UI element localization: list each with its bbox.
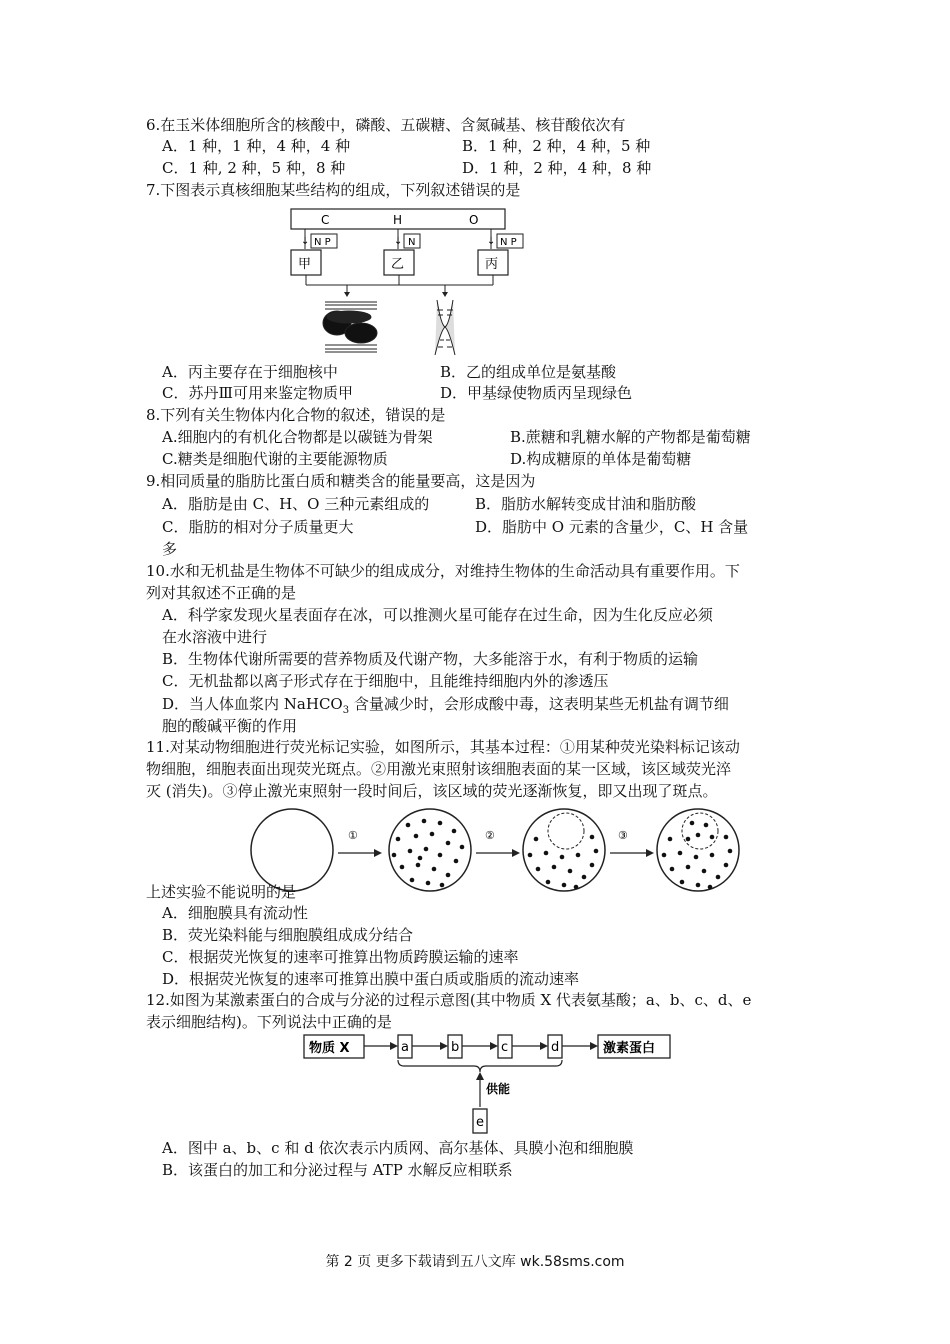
- q12-material-x: 物质 X: [309, 1041, 350, 1056]
- q6-option-c: C．1 种, 2 种，5 种，8 种: [162, 159, 346, 177]
- q10-option-a-cont: 在水溶液中进行: [162, 628, 268, 646]
- svg-text:↓: ↓: [487, 236, 496, 247]
- q9-option-a: A．脂肪是由 C、H、O 三种元素组成的: [162, 495, 430, 513]
- q8-stem: 8.下列有关生物体内化合物的叙述，错误的是: [146, 406, 446, 424]
- q12-structure-e: e: [476, 1115, 484, 1130]
- q7-np-left: N P: [314, 237, 331, 248]
- q7-stem: 7.下图表示真核细胞某些结构的组成，下列叙述错误的是: [146, 181, 521, 199]
- q7-box-yi: 乙: [391, 257, 405, 272]
- q11-step-1: ①: [348, 829, 358, 842]
- q11-option-c: C．根据荧光恢复的速率可推算出物质跨膜运输的速率: [162, 948, 519, 966]
- q7-element-h: H: [393, 213, 403, 227]
- q12-structure-c: c: [501, 1040, 509, 1055]
- q11-option-b: B．荧光染料能与细胞膜组成成分结合: [162, 926, 414, 944]
- q10-option-d-cont: 胞的酸碱平衡的作用: [162, 717, 298, 735]
- q12-option-a: A．图中 a、b、c 和 d 依次表示内质网、高尔基体、具膜小泡和细胞膜: [162, 1139, 634, 1157]
- cell-unlabeled: [251, 809, 333, 891]
- q12-structure-b: b: [451, 1040, 460, 1055]
- q12-stem-line2: 表示细胞结构)。下列说法中正确的是: [146, 1013, 392, 1031]
- page-footer: 第 2 页 更多下载请到五八文库 wk.58sms.com: [325, 1254, 625, 1270]
- q9-option-d-cont: 多: [162, 540, 178, 558]
- q10-option-b: B．生物体代谢所需要的营养物质及代谢产物，大多能溶于水，有利于物质的运输: [162, 650, 699, 668]
- q6-option-a: A．1 种，1 种，4 种，4 种: [162, 137, 351, 155]
- q10-stem-line2: 列对其叙述不正确的是: [146, 584, 297, 602]
- q12-structure-d: d: [551, 1040, 560, 1055]
- q7-np-right: N P: [500, 237, 517, 248]
- q7-box-bing: 丙: [485, 257, 499, 272]
- q6-option-d: D．1 种，2 种，4 种，8 种: [462, 159, 652, 177]
- q8-option-d: D.构成糖原的单体是葡萄糖: [510, 450, 692, 468]
- chromosome-illustration: [435, 300, 455, 355]
- membrane-illustration: [323, 302, 377, 352]
- q7-n-mid: N: [408, 237, 416, 248]
- q9-stem: 9.相同质量的脂肪比蛋白质和糖类含的能量要高，这是因为: [146, 472, 536, 490]
- q12-energy-label: 供能: [486, 1082, 511, 1096]
- q9-option-b: B．脂肪水解转变成甘油和脂肪酸: [475, 495, 697, 513]
- q11-figure: [248, 803, 743, 898]
- q10-option-a: A．科学家发现火星表面存在冰，可以推测火星可能存在过生命，因为生化反应必须: [162, 606, 713, 624]
- q8-option-a: A.细胞内的有机化合物都是以碳链为骨架: [162, 428, 433, 446]
- q6-stem: 6.在玉米体细胞所含的核酸中，磷酸、五碳糖、含氮碱基、核苷酸依次有: [146, 116, 626, 134]
- q10-option-c: C．无机盐都以离子形式存在于细胞中，且能维持细胞内外的渗透压: [162, 672, 609, 690]
- q12-figure: [300, 1031, 680, 1137]
- q7-element-o: O: [469, 213, 479, 227]
- q11-step-2: ②: [485, 829, 495, 842]
- q7-element-c: C: [321, 213, 330, 227]
- q11-step-3: ③: [618, 829, 628, 842]
- q11-question: 上述实验不能说明的是: [146, 883, 297, 901]
- q11-stem-line3: 灭 (消失)。③停止激光束照射一段时间后，该区域的荧光逐渐恢复，即又出现了斑点。: [146, 782, 718, 800]
- q7-figure: [285, 205, 525, 360]
- q11-stem-line2: 物细胞，细胞表面出现荧光斑点。②用激光束照射该细胞表面的某一区域，该区域荧光淬: [146, 760, 732, 778]
- q11-option-a: A．细胞膜具有流动性: [162, 904, 308, 922]
- q11-stem-line1: 11.对某动物细胞进行荧光标记实验，如图所示，其基本过程：①用某种荧光染料标记该动: [146, 738, 740, 756]
- q12-stem-line1: 12.如图为某激素蛋白的合成与分泌的过程示意图(其中物质 X 代表氨基酸；a、b、c、d、e: [146, 991, 752, 1009]
- q10-option-d: D．当人体血浆内 NaHCO$_3$ 含量减少时，会形成酸中毒，这表明某些无机盐有调节细: [162, 695, 729, 716]
- q7-option-a: A．丙主要存在于细胞核中: [162, 363, 338, 381]
- cell-recovered: [657, 809, 739, 891]
- q12-option-b: B．该蛋白的加工和分泌过程与 ATP 水解反应相联系: [162, 1161, 513, 1179]
- q7-option-b: B．乙的组成单位是氨基酸: [440, 363, 617, 381]
- q12-product: 激素蛋白: [603, 1041, 656, 1056]
- q12-structure-a: a: [401, 1040, 409, 1055]
- q8-option-c: C.糖类是细胞代谢的主要能源物质: [162, 450, 388, 468]
- cell-bleached: [523, 809, 605, 891]
- q9-option-d: D．脂肪中 O 元素的含量少，C、H 含量: [475, 518, 749, 536]
- q10-stem-line1: 10.水和无机盐是生物体不可缺少的组成成分，对维持生物体的生命活动具有重要作用。下: [146, 562, 740, 580]
- q11-option-d: D．根据荧光恢复的速率可推算出膜中蛋白质或脂质的流动速率: [162, 970, 580, 988]
- cell-labeled: [389, 809, 471, 891]
- q7-option-d: D．甲基绿使物质丙呈现绿色: [440, 384, 633, 402]
- q6-option-b: B．1 种，2 种，4 种，5 种: [462, 137, 651, 155]
- svg-text:↓: ↓: [301, 236, 310, 247]
- q9-option-c: C．脂肪的相对分子质量更大: [162, 518, 354, 536]
- q8-option-b: B.蔗糖和乳糖水解的产物都是葡萄糖: [510, 428, 751, 446]
- svg-text:↓: ↓: [394, 236, 403, 247]
- q7-box-jia: 甲: [298, 257, 312, 272]
- q7-option-c: C．苏丹Ⅲ可用来鉴定物质甲: [162, 384, 353, 402]
